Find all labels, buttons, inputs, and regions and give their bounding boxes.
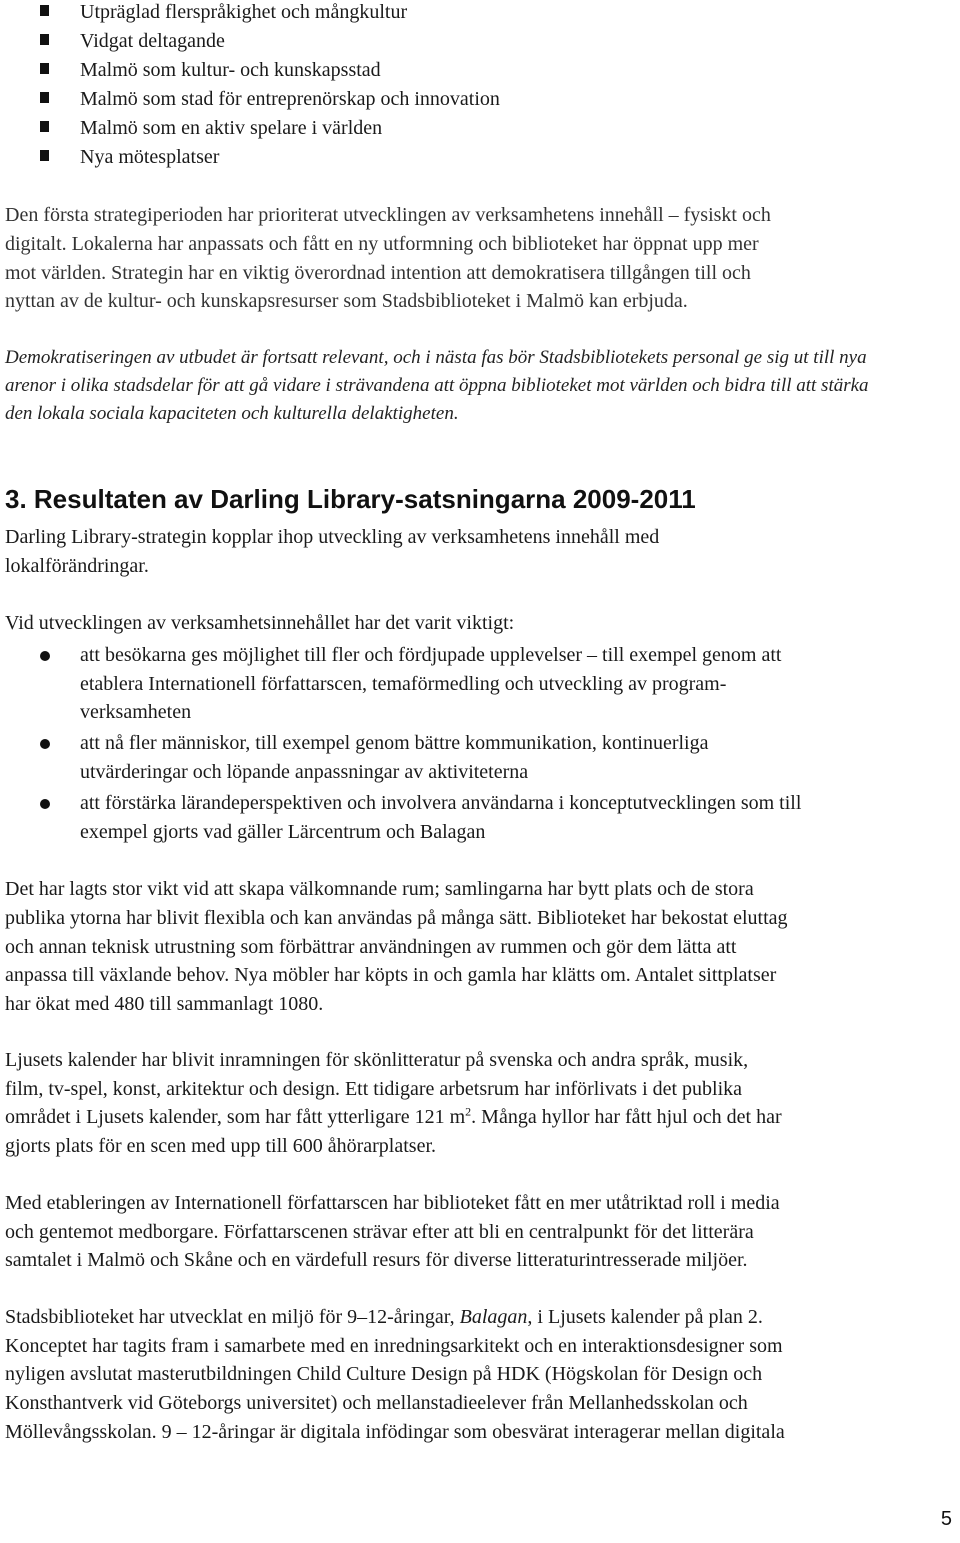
text-span: Stadsbiblioteket har utvecklat en miljö för 9–12-åringar, xyxy=(5,1306,460,1328)
square-bullet-icon xyxy=(40,92,49,103)
paragraph-line xyxy=(5,1305,763,1329)
italic-paragraph-line: Demokratiseringen av utbudet är fortsatt relevant, och i nästa fas bör Stadsbibliotekets personal ge sig ut till nya xyxy=(5,347,867,368)
list-item-text: Vidgat deltagande xyxy=(80,30,225,52)
paragraph-line: digitalt. Lokalerna har anpassats och fått en ny utformning och biblioteket har öppnat upp mer xyxy=(5,233,759,255)
paragraph-line: film, tv-spel, konst, arkitektur och design. Ett tidigare arbetsrum har införlivats i det publika xyxy=(5,1078,743,1100)
square-bullet-icon xyxy=(40,121,49,132)
paragraph-line: lokalförändringar. xyxy=(5,555,149,577)
list-item-text: Utpräglad flerspråkighet och mångkultur xyxy=(80,1,408,23)
list-item-text: Malmö som kultur- och kunskapsstad xyxy=(80,59,381,81)
list-intro: Vid utvecklingen av verksamhetsinnehållet har det varit viktigt: xyxy=(5,612,515,634)
paragraph-line: nyligen avslutat masterutbildningen Child Culture Design på HDK (Högskolan för Design och xyxy=(5,1363,763,1385)
italic-paragraph-line: arenor i olika stadsdelar för att gå vidare i strävandena att öppna biblioteket mot världen och bidra till att stärka xyxy=(5,375,869,396)
italic-term: Balagan xyxy=(459,1306,528,1328)
paragraph-line: Darling Library-strategin kopplar ihop utveckling av verksamhetens innehåll med xyxy=(5,526,660,548)
paragraph-line: och annan teknisk utrustning som förbättrar användningen av rummen och gör dem lätta att xyxy=(5,936,737,958)
page-number: 5 xyxy=(940,1508,952,1530)
paragraph-line: Den första strategiperioden har prioriterat utvecklingen av verksamhetens innehåll – fysiskt och xyxy=(5,204,771,226)
list-item-text: Nya mötesplatser xyxy=(80,146,220,168)
paragraph-line: Konceptet har tagits fram i samarbete med en inredningsarkitekt och en interaktionsdesigner som xyxy=(5,1335,783,1357)
bullet-line: att nå fler människor, till exempel genom bättre kommunikation, kontinuerliga xyxy=(80,732,709,754)
paragraph-line: Med etableringen av Internationell författarscen har biblioteket fått en mer utåtriktad roll i media xyxy=(5,1192,780,1214)
bullet-line: verksamheten xyxy=(80,701,192,723)
paragraph-line: Ljusets kalender har blivit inramningen för skönlitteratur på svenska och andra språk, musik, xyxy=(5,1049,749,1071)
paragraph-line: har ökat med 480 till sammanlagt 1080. xyxy=(5,993,324,1015)
paragraph-line: Möllevångsskolan. 9 – 12-åringar är digitala infödingar som obesvärat interagerar mellan digitala xyxy=(5,1421,785,1443)
paragraph-line: Konsthantverk vid Göteborgs universitet) och mellanstadieelever från Mellanhedsskolan och xyxy=(5,1392,748,1414)
square-bullet-icon xyxy=(40,150,49,161)
bullet-line: exempel gjorts vad gäller Lärcentrum och Balagan xyxy=(80,821,486,843)
text-span: området i Ljusets kalender, som har fått ytterligare 121 m xyxy=(5,1106,466,1128)
square-bullet-icon xyxy=(40,34,49,45)
paragraph-line: mot världen. Strategin har en viktig överordnad intention att demokratisera tillgången till och xyxy=(5,262,751,284)
list-item-text: Malmö som stad för entreprenörskap och innovation xyxy=(80,88,500,110)
paragraph-line xyxy=(5,1105,782,1129)
paragraph-line: och gentemot medborgare. Författarscenen strävar efter att bli en centralpunkt för det litterära xyxy=(5,1221,754,1243)
bullet-line: etablera Internationell författarscen, temaförmedling och utveckling av program- xyxy=(80,673,727,695)
paragraph-line: anpassa till växlande behov. Nya möbler har köpts in och gamla har klätts om. Antalet sittplatser xyxy=(5,964,777,986)
square-bullet-icon xyxy=(40,5,49,16)
round-bullet-icon xyxy=(40,651,50,661)
paragraph-line: gjorts plats för en scen med upp till 600 åhörarplatser. xyxy=(5,1135,437,1157)
italic-paragraph-line: den lokala sociala kapaciteten och kulturella delaktigheten. xyxy=(5,403,459,424)
section-heading: 3. Resultaten av Darling Library-satsningarna 2009-2011 xyxy=(5,484,696,514)
bullet-line: att förstärka lärandeperspektiven och involvera användarna i konceptutvecklingen som till xyxy=(80,792,802,814)
text-span: . Många hyllor har fått hjul och det har xyxy=(471,1106,782,1128)
paragraph-line: publika ytorna har blivit flexibla och kan användas på många sätt. Biblioteket har bekostat eluttag xyxy=(5,907,788,929)
text-span: , i Ljusets kalender på plan 2. xyxy=(527,1306,763,1328)
bullet-line: att besökarna ges möjlighet till fler och fördjupade upplevelser – till exempel genom att xyxy=(80,644,782,666)
paragraph-line: nyttan av de kultur- och kunskapsresurser som Stadsbiblioteket i Malmö kan erbjuda. xyxy=(5,290,688,312)
round-bullet-icon xyxy=(40,739,50,749)
paragraph-line: samtalet i Malmö och Skåne och en värdefull resurs för diverse litteraturintresserade miljöer. xyxy=(5,1249,748,1271)
round-bullet-icon xyxy=(40,799,50,809)
bullet-line: utvärderingar och löpande anpassningar av aktiviteterna xyxy=(80,761,529,783)
superscript: 2 xyxy=(465,1104,472,1119)
list-item-text: Malmö som en aktiv spelare i världen xyxy=(80,117,383,139)
paragraph-line: Det har lagts stor vikt vid att skapa välkomnande rum; samlingarna har bytt plats och de stora xyxy=(5,878,754,900)
square-bullet-icon xyxy=(40,63,49,74)
